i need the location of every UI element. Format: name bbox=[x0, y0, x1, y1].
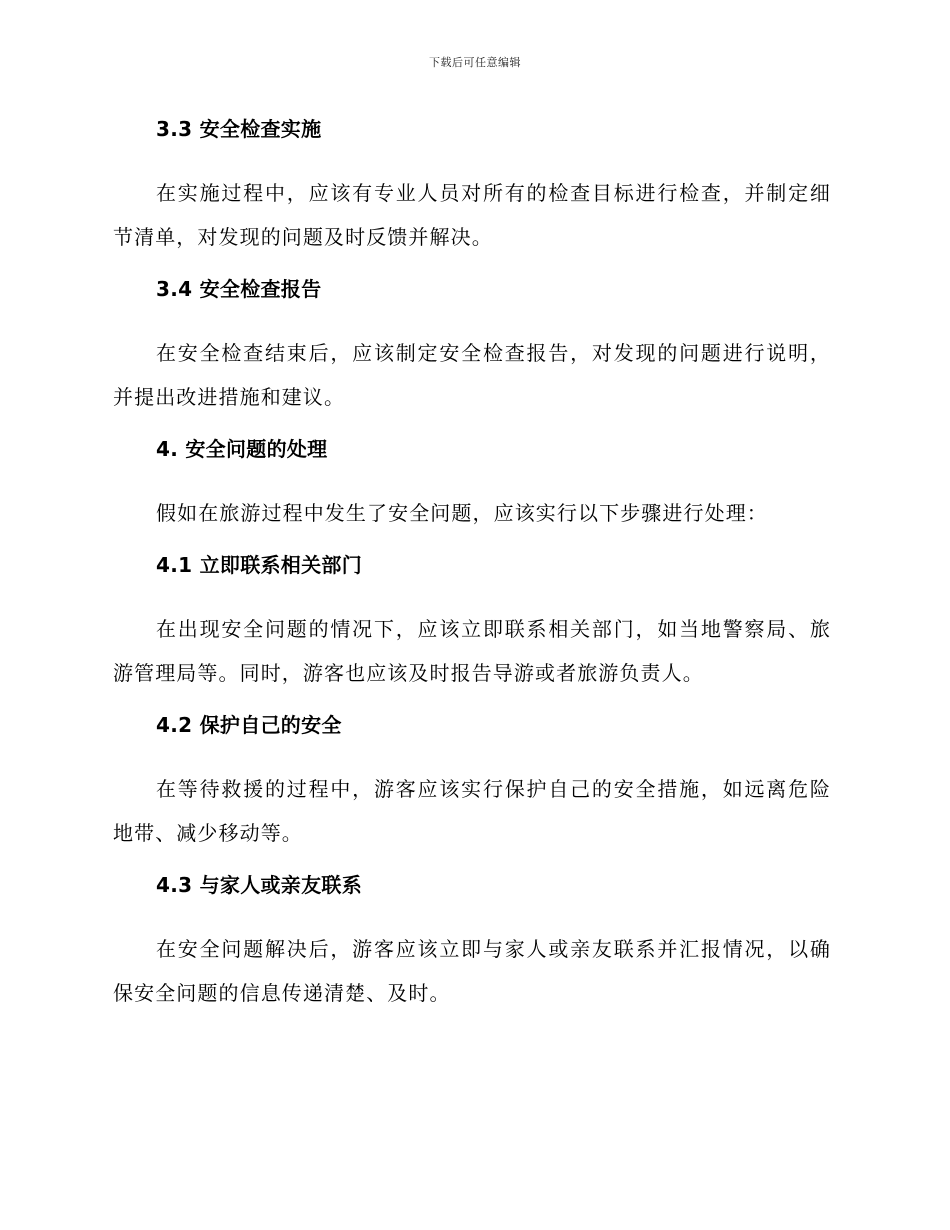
section-paragraph: 在等待救援的过程中，游客应该实行保护自己的安全措施，如远离危险地带、减少移动等。 bbox=[113, 777, 831, 845]
section-heading: 3.4 安全检查报告 bbox=[156, 277, 322, 301]
section-heading: 3.3 安全检查实施 bbox=[156, 117, 322, 141]
section-paragraph: 在安全问题解决后，游客应该立即与家人或亲友联系并汇报情况，以确保安全问题的信息传递清楚、及时。 bbox=[113, 937, 831, 1005]
section-paragraph: 在实施过程中，应该有专业人员对所有的检查目标进行检查，并制定细节清单，对发现的问题及时反馈并解决。 bbox=[113, 181, 831, 249]
page-header: 下载后可任意编辑 bbox=[429, 56, 521, 69]
section-heading: 4.1 立即联系相关部门 bbox=[156, 553, 362, 577]
section-paragraph: 在出现安全问题的情况下，应该立即联系相关部门，如当地警察局、旅游管理局等。同时，游客也应该及时报告导游或者旅游负责人。 bbox=[113, 617, 831, 685]
section-paragraph: 在安全检查结束后，应该制定安全检查报告，对发现的问题进行说明，并提出改进措施和建议。 bbox=[113, 341, 831, 409]
section-heading: 4.2 保护自己的安全 bbox=[156, 713, 342, 737]
section-heading: 4. 安全问题的处理 bbox=[156, 437, 328, 461]
section-heading: 4.3 与家人或亲友联系 bbox=[156, 873, 362, 897]
document-body bbox=[113, 113, 831, 1015]
section-paragraph: 假如在旅游过程中发生了安全问题，应该实行以下步骤进行处理： bbox=[156, 501, 768, 525]
